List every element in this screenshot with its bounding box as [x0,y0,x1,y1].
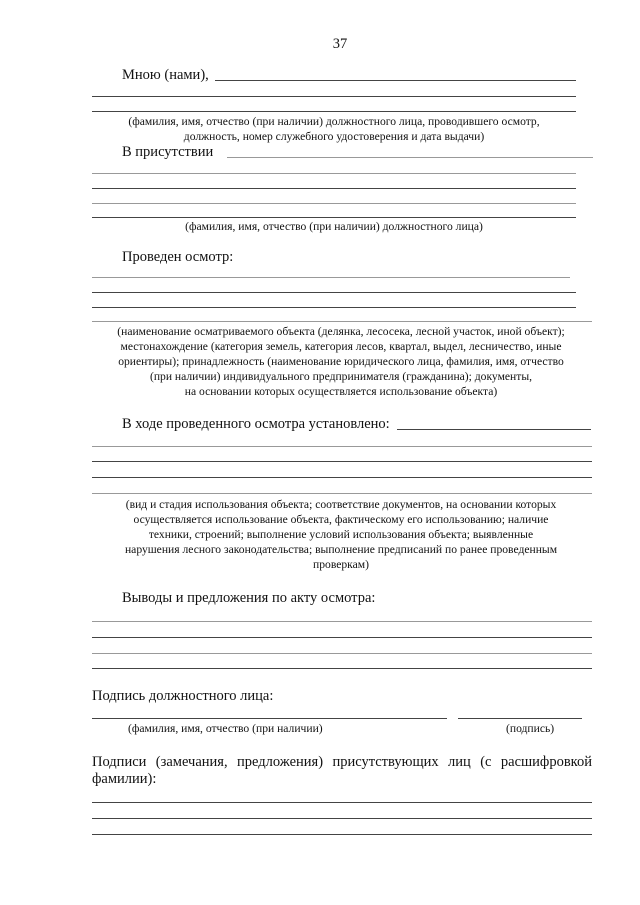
findings-label: В ходе проведенного осмотра установлено: [122,416,390,432]
inspection-input-line-2[interactable] [92,292,576,293]
inspection-input-line[interactable] [92,277,570,278]
conclusions-input-line[interactable] [92,621,592,622]
findings-caption-5: проверкам) [313,558,369,571]
attendees-label-2: фамилии): [92,771,157,787]
inspector-caption-2: должность, номер служебного удостоверения и дата выдачи) [183,130,485,143]
presence-input-line-5[interactable] [92,217,576,218]
signature-sign-caption: (подпись) [506,722,555,735]
inspection-caption-2: местонахождение (категория земель, категория лесов, квартал, выдел, лесничество, иные [120,340,562,353]
findings-caption-4: нарушения лесного законодательства; выполнение предписаний по ранее проведенным [124,543,558,556]
attendees-input-line[interactable] [92,802,592,803]
findings-input-line-2[interactable] [92,446,592,447]
inspector-input-line-3[interactable] [92,111,576,112]
findings-input-line-4[interactable] [92,477,592,478]
presence-input-line-4[interactable] [92,203,576,204]
inspection-caption-3: ориентиры); принадлежность (наименование юридического лица, фамилия, имя, отчество [118,355,564,368]
inspector-input-line[interactable] [215,80,576,81]
presence-caption: (фамилия, имя, отчество (при наличии) должностного лица) [185,220,483,233]
findings-caption-2: осуществляется использование объекта, фактическому его использованию; наличие [133,513,549,526]
signature-name-caption: (фамилия, имя, отчество (при наличии) [128,722,323,735]
findings-caption-3: техники, строений; выполнение условий использования объекта; выявленные [148,528,534,541]
inspection-caption-1: (наименование осматриваемого объекта (делянка, лесосека, лесной участок, иной объект); [117,325,565,338]
attendees-input-line-2[interactable] [92,818,592,819]
findings-input-line-5[interactable] [92,493,592,494]
conclusions-input-line-4[interactable] [92,668,592,669]
findings-input-line[interactable] [397,429,591,430]
findings-caption-1: (вид и стадия использования объекта; соответствие документов, на основании которых [125,498,557,511]
presence-input-line[interactable] [227,157,593,158]
inspection-caption-5: на основании которых осуществляется использование объекта) [184,385,498,398]
inspector-caption-1: (фамилия, имя, отчество (при наличии) должностного лица, проводившего осмотр, [128,115,540,128]
inspection-caption-4: (при наличии) индивидуального предпринимателя (гражданина); документы, [149,370,533,383]
presence-input-line-2[interactable] [92,173,576,174]
signature-sign-line[interactable] [458,718,582,719]
signature-name-line[interactable] [92,718,447,719]
inspection-input-line-4[interactable] [92,321,592,322]
conclusions-input-line-3[interactable] [92,653,592,654]
presence-label: В присутствии [122,144,214,160]
inspection-label: Проведен осмотр: [122,249,234,265]
conclusions-label: Выводы и предложения по акту осмотра: [122,590,376,606]
attendees-input-line-3[interactable] [92,834,592,835]
attendees-label-1: Подписи (замечания, предложения) присутствующих лиц (с расшифровкой [92,754,592,770]
presence-input-line-3[interactable] [92,188,576,189]
signature-label: Подпись должностного лица: [92,688,274,704]
inspector-label: Мною (нами), [122,67,209,83]
page-number: 37 [332,36,348,52]
inspector-input-line-2[interactable] [92,96,576,97]
conclusions-input-line-2[interactable] [92,637,592,638]
inspection-input-line-3[interactable] [92,307,576,308]
findings-input-line-3[interactable] [92,461,592,462]
